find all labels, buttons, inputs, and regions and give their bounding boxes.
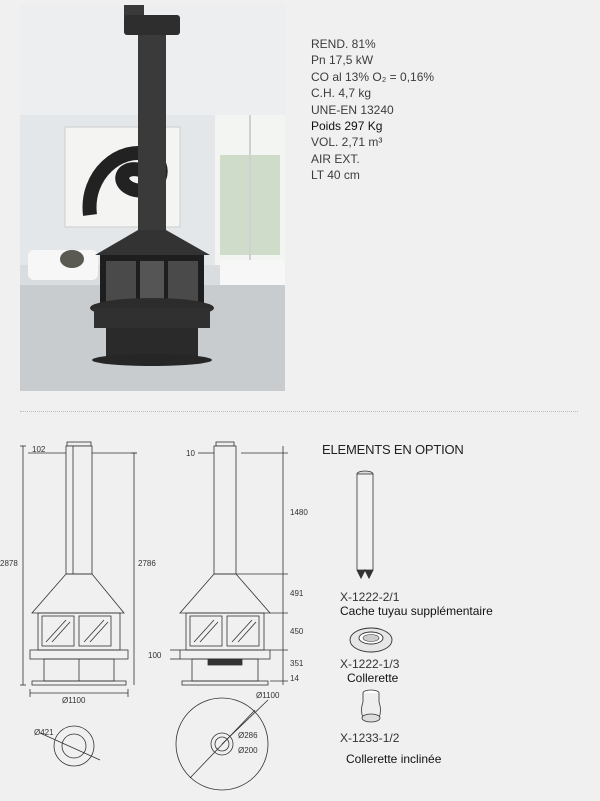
collar-icon [348, 622, 394, 656]
pipe-cover-icon [350, 470, 380, 585]
option-name-3: Collerette inclinée [346, 752, 442, 766]
specs-list [311, 36, 434, 184]
technical-drawings [0, 420, 310, 801]
spec-load: C.H. 4,7 kg [311, 86, 372, 101]
dim-side-ring: 100 [148, 651, 162, 660]
spec-co: CO al 13% O₂ = 0,16% [311, 69, 435, 84]
inclined-collar-icon [356, 688, 386, 728]
option-code-2: X-1222-1/3 [340, 657, 400, 671]
options-title: ELEMENTS EN OPTION [322, 442, 464, 457]
dim-inner-ring: Ø200 [238, 746, 258, 755]
spec-volume: VOL. 2,71 m³ [311, 135, 383, 150]
dim-side-plinth: 14 [290, 674, 299, 683]
spec-log-length: LT 40 cm [311, 168, 360, 183]
spec-air: AIR EXT. [311, 151, 360, 166]
dim-side-base: 351 [290, 659, 304, 668]
dim-flue-diameter: Ø421 [34, 728, 54, 737]
dim-front-total: 2878 [0, 559, 18, 568]
dim-plan-diameter: Ø1100 [256, 691, 280, 700]
dim-side-flue: 1480 [290, 508, 308, 517]
spec-power: Pn 17,5 kW [311, 53, 374, 68]
dim-front-width: Ø1100 [62, 696, 86, 705]
option-code-1: X-1222-2/1 [340, 590, 400, 604]
dim-side-top: 10 [186, 449, 195, 458]
section-divider [20, 411, 578, 412]
spec-norm: UNE-EN 13240 [311, 102, 394, 117]
dim-side-hood: 491 [290, 589, 304, 598]
spec-weight: Poids 297 Kg [311, 119, 383, 134]
spec-efficiency: REND. 81% [311, 37, 376, 51]
option-code-3: X-1233-1/2 [340, 731, 400, 745]
dim-front-flue: 2786 [138, 559, 156, 568]
dim-side-glass: 450 [290, 627, 304, 636]
product-photo [20, 5, 285, 391]
option-name-1: Cache tuyau supplémentaire [340, 604, 493, 618]
dim-front-top: 102 [32, 445, 46, 454]
dim-outer-ring: Ø286 [238, 731, 258, 740]
option-name-2: Collerette [347, 671, 399, 685]
